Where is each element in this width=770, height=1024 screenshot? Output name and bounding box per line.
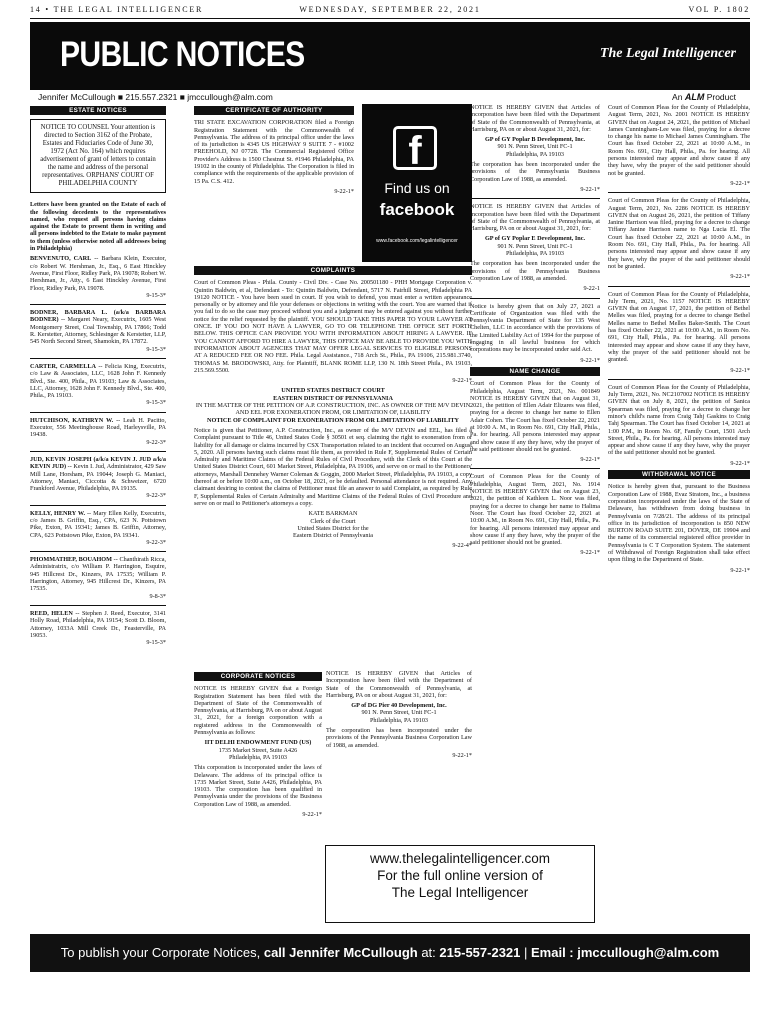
facebook-line1: Find us on xyxy=(384,180,450,196)
certificate-text: TRI STATE EXCAVATION CORPORATION filed a Foreign Registration Statement with the Commonwealth of Pennsylvania. The address of its principal office under the laws of its jurisdiction is 4345 US HIGHWAY 9 SUITE 7 - #1002 FREEHOLD, NJ 07728. The Commercial Registered Office Provider's Address is 1500 Chestnut St. #1946 Philadelphia, PA 19102 in the county of Philadelphia. The Corporation is filed in compliance with the requirements of the applicable provision of 15 Pa. C.S. 412. xyxy=(194,119,354,185)
complaint-text-2: Notice is given that Petitioner, A.P. Construction, Inc., as owner of the M/V DEVIN and EEL, has filed a Complaint pursuant to Title 46, United States Code § 30501 et seq. claiming the right to exoneration from or liability for all damage or claims incurred by CSX Transportation related to an incident that occurred on August 5, 2020. All persons having such claims must file them, as provided in Rule F, Supplemental Rules of Certain Admiralty and Maritime Claims of the Federal Rules of Civil Procedure, with the Clerk of this Court at the United States District Court, 601 Market Street, Philadelphia, PA 19106, and serve on or mail to the Petitioners' attorneys, Marshall Dennehey Warner Coleman & Goggin, 2000 Market Street, Philadelphia, PA 19103, a copy thereof at or before 10:00 a.m., on October 18, 2021, or be defaulted. Personal attendance is not required. Any claimant desiring to contest the claims of Petitioner must file an answer to said Complaint, as required by Rule F, Supplemental Rules of Certain Admiralty and Maritime Claims of the Federal Rules of Civil Procedure and serve on or mail to Petitioner's attorneys a copy. xyxy=(194,426,472,507)
chelten-date: 9-22-1* xyxy=(580,356,600,364)
poplar-b-addr2: Philadelphia, PA 19103 xyxy=(505,150,565,158)
divider xyxy=(30,451,166,452)
estate-text xyxy=(30,510,166,539)
estate-name: BENVENUTO, CARL xyxy=(30,255,92,263)
corporate-addr1: 1735 Market Street, Suite A426 xyxy=(218,746,298,754)
estate-entry xyxy=(30,309,166,359)
spearman-text: Court of Common Pleas for the County of Philadelphia, July Term, 2021, No. NC2107002 NOTICE IS HEREBY GIVEN that on July 8, 2021, the petition of Sanica Spearman was filed, praying for a decree to change her minor's child's name from Craig Tahj Gaskins to Craig Tahj Spearman. The Court has fixed October 14, 2021 at 1:00 P.M., in Room No. 6F, Family Court, 1501 Arch Street, Phila., Pa. for hearing. All persons interested may appear and show cause if any they have, why the prayer of the said petitioner should not be granted. xyxy=(608,383,750,457)
section-header-complaints: COMPLAINTS xyxy=(194,266,472,275)
divider xyxy=(608,286,750,287)
divider xyxy=(30,551,166,552)
court-notice-title: NOTICE OF COMPLAINT FOR EXONERATION FROM OR LIMITATION OF LIABILITY xyxy=(207,416,459,424)
folio-volume: VOL P. 1802 xyxy=(688,5,750,14)
clerk-district: Eastern District of Pennsylvania xyxy=(293,532,373,540)
publish-bar: To publish your Corporate Notices, call Jennifer McCullough at: 215-557-2321 | Email : jmccullough@alm.com xyxy=(30,934,750,972)
column-corporate-notices xyxy=(194,670,322,920)
alm-brand: ALM xyxy=(684,92,705,102)
pier40-addr2: Philadelphia, PA 19103 xyxy=(369,716,429,724)
elizares-date: 9-22-1* xyxy=(580,456,600,464)
complaint-text-1: Court of Common Pleas - Phila. County - Civil Div. - Case No. 200501180 - PHH Mortgage Corporation v. Quintin Baldwin, et al, Defendant - To: Quintin Baldwin, Defendant, 5717 N. Fairhill Street, Philadelphia PA 19120 NOTICE - You have been sued in court. If you wish to defend, you must enter a written appearance personally or by attorney and file your defenses or objections in writing with the court. You are warned that if you fail to do so the case may proceed without you and a judgment may be entered against you without further notice for the relief requested by the plaintiff. YOU SHOULD TAKE THIS PAPER TO YOUR LAWYER AT ONCE. IF YOU DO NOT HAVE A LAWYER, GO TO OR TELEPHONE THE OFFICE SET FORTH BELOW. THIS OFFICE CAN PROVIDE YOU WITH INFORMATION ABOUT HIRING A LAWYER. IF YOU CANNOT AFFORD TO HIRE A LAWYER, THIS OFFICE MAY BE ABLE TO PROVIDE YOU WITH INFORMATION ABOUT AGENCIES THAT MAY OFFER LEGAL SERVICES TO ELIGIBLE PERSONS AT A REDUCED FEE OR NO FEE. Phila. Legal Assistance., 718 Arch St., Phila., PA 19106, 215.981.3740, THOMAS M. BRODOWSKI, Atty. for Plaintiff, BLANK ROME LLP, 130 N. 18th Street Phila., PA 19103, 215.569.5500. xyxy=(194,279,472,374)
divider xyxy=(30,304,166,305)
melles-date: 9-22-1* xyxy=(730,366,750,374)
website-url[interactable]: www.thelegalintelligencer.com xyxy=(369,851,551,866)
top-rule xyxy=(30,18,750,19)
poplar-b-date: 9-22-1* xyxy=(580,185,600,193)
publish-phone[interactable]: 215-557-2321 xyxy=(439,945,521,960)
corporate-text: NOTICE IS HEREBY GIVEN that a Foreign Registration Statement has been filed with the Department of State of the Commonwealth of Pennsylvania, at Harrisburg, PA on or about August 31, 2021, for a foreign corporation with a registered address in the Commonwealth of Pennsylvania as follows: xyxy=(194,685,322,737)
section-header-withdrawal: WITHDRAWAL NOTICE xyxy=(608,470,750,479)
estate-details: -- Barbara Klein, Executor, c/o Robert W. Hershman, Jr., Esq., 6 East Hinckley Avenue, First Floor, Ridley Park, PA 19078; Robert W. Hershman, Jr., Atty., 6 East Hinckley Avenue, First Floor, Ridley Park, PA 19078. xyxy=(30,255,166,292)
facebook-ad[interactable] xyxy=(362,104,472,262)
page-folio xyxy=(30,5,750,17)
estate-name: KELLY, HENRY W. xyxy=(30,509,85,517)
pier40-addr1: 901 N. Penn Street, Unit FC-1 xyxy=(361,709,437,717)
estate-details: -- Mary Ellen Kelly, Executrix, c/o James B. Griffin, Esq., CPA, 623 N. Pottstown Pike, Exton, PA 19341; James B. Griffin, Attorney, CPA, 623 Pottstown Pike, Exton, PA 19341. xyxy=(30,509,166,539)
elizares-text: Court of Common Pleas for the County of Philadelphia, August Term, 2021, No. 001849 NOTICE IS HEREBY GIVEN that on August 31, 2021, the petition of Ellen Adair Elizares was filed, praying for a decree to change her name to Ellen Adair Cohen. The Court has fixed October 22, 2021 at 10:00 A. M., in Room No. 691, City Hall, Phila., Pa. for hearing. All persons interested may appear and show cause if any they have, why the prayer of the said petitioner should not be granted. xyxy=(470,380,600,453)
estate-date: 9-15-3* xyxy=(146,291,166,299)
alm-suffix: Product xyxy=(706,92,736,102)
section-header-certificate: CERTIFICATE OF AUTHORITY xyxy=(194,106,354,115)
masthead-logo: The Legal Intelligencer xyxy=(599,46,736,61)
poplar-b-text: NOTICE IS HEREBY GIVEN that Articles of Incorporation have been filed with the Department of State of the Commonwealth of Pennsylvania, at Harrisburg, PA on or about August 31, 2021, for: xyxy=(470,104,600,133)
estate-date: 9-8-3* xyxy=(149,592,166,600)
estate-entry xyxy=(30,610,166,646)
estate-details: -- Margaret Neary, Executrix, 1605 West Montgomery Street, Coal Township, PA 17866; Todd R. Kerstetter, Attorney, Schlesinger & Kerstetter, LLP, 545 North Second Street, Shamokin, PA 17872. xyxy=(30,316,166,346)
poplar-b-name: GP of GY Poplar B Development, Inc. xyxy=(484,136,586,144)
column-name-change-withdrawal xyxy=(608,104,750,919)
court-district: EASTERN DISTRICT OF PENNSYLVANIA xyxy=(273,394,393,402)
column-complaints xyxy=(194,264,472,669)
estate-details: -- Felicia King, Executrix, c/o Law & Associates, LLC, 1628 John F. Kennedy Blvd., Ste. 400, Phila., PA 19103; Law & Associates, LLC, Attorney, 1628 John F. Kennedy Blvd., Ste. 400, Phila., PA 19103. xyxy=(30,362,166,400)
estate-text xyxy=(30,556,166,592)
estate-name: BODNER, BARBARA L. (a/k/a BARBARA BODNER) xyxy=(30,309,166,324)
page-title: PUBLIC NOTICES xyxy=(60,35,305,74)
website-line3: The Legal Intelligencer xyxy=(391,885,529,900)
estate-details: -- Kevin I. Jud, Administrator, 429 Saw Mill Lane, Horsham, PA 19044; Joseph G. Maniaci, Attorney, Maniaci, Ciccotta & Schweizer, 6720 Frankford Avenue, Philadelphia, PA 19135. xyxy=(30,463,166,493)
spearman-date: 9-22-1* xyxy=(730,459,750,467)
estate-entry xyxy=(30,417,166,452)
estate-name: PHOMMATHEP, BOUAHOM xyxy=(30,556,112,564)
publish-call: call Jennifer McCullough xyxy=(263,945,418,960)
column-certificate xyxy=(194,104,354,264)
folio-left: 14 • THE LEGAL INTELLIGENCER xyxy=(30,5,204,14)
estate-intro: Letters have been granted on the Estate of each of the following decedents to the representatives named, who request all persons having claims against the Estate to present them in writing and all persons indebted to the Estate to make payment to them (unless otherwise noted all addresses being in Philadelphia) xyxy=(30,201,166,253)
melles-text: Court of Common Pleas for the County of Philadelphia, July Term, 2021, No. 1157 NOTICE IS HEREBY GIVEN that on August 17, 2021, the petition of Bethel Melles was filed, praying for a decree to change Bethel Melles name to Bethel Melles Baker-Smith. The Court has fixed October 22, 2021 at 10:00 A.M., in Room No. 691, City Hall, Phila., Pa. for hearing. All persons interested may appear and show cause if any they have, why the prayer of the said petitioner should not be granted. xyxy=(608,290,750,364)
poplar-e-addr2: Philadelphia, PA 19103 xyxy=(505,250,565,258)
harrison-date: 9-22-1* xyxy=(730,273,750,281)
corporate-name: IIT DELHI ENDOWMENT FUND (US) xyxy=(204,739,312,747)
pier40-text: NOTICE IS HEREBY GIVEN that Articles of Incorporation have been filed with the Department of State of the Commonwealth of Pennsylvania, at Harrisburg, PA on or about August 31, 2021, for: xyxy=(326,670,472,699)
noor-text: Court of Common Pleas for the County of Philadelphia, August Term, 2021, No. 1914 NOTICE IS HEREBY GIVEN that on August 23, 2021, the petition of Kathleen L. Noor was filed, praying for a decree to change her name to Halima Noor. The Court has fixed October 22, 2021 at 10:00 A.M., in Room No. 691, City Hall, Phila., Pa. for hearing. All persons interested may appear and show cause if any they have, why the prayer of the said petitioner should not be granted. xyxy=(470,473,600,547)
estate-text xyxy=(30,610,166,639)
cunningham-text: Court of Common Pleas for the County of Philadelphia, August Term, 2021, No. 2001 NOTICE IS HEREBY GIVEN that on August 24, 2021, the petition of Michael James Cunningham-Lee was filed, praying for a decree to change his name to Michael James Cunningham. The Court has fixed October 22, 2021 at 10:00 A.M., in Room No. 691, City Hall, Phila., Pa. for hearing. All persons interested may appear and show cause if any they have, why the prayer of the said petitioner should not be granted. xyxy=(608,104,750,177)
contact-line: Jennifer McCullough ■ 215.557.2321 ■ jmccullough@alm.com xyxy=(38,92,273,102)
court-name: UNITED STATES DISTRICT COURT xyxy=(281,387,385,395)
estate-date: 9-15-3* xyxy=(146,399,166,407)
withdrawal-text: Notice is hereby given that, pursuant to the Business Corporation Law of 1988, Evaz Stratom, Inc., a business corporation incorporated under the laws of the State of Delaware, has withdrawn from doing business in Pennsylvania on 7/28/21. The address of its principal office in its jurisdiction of incorporation is 850 NEW BURTON ROAD SUITE 201, DOVER, DE 19904 and the name of its commercial registered office provider in Pennsylvania is C T Corporation System. The statement of Withdrawal of Foreign Registration shall take effect upon filing in the Department of State. xyxy=(608,483,750,564)
estate-date: 9-15-3* xyxy=(146,639,166,647)
poplar-b-addr1: 901 N. Penn Street, Unit FC-1 xyxy=(497,143,573,151)
pier40-date: 9-22-1* xyxy=(452,751,472,759)
divider xyxy=(470,198,600,199)
website-line2: For the full online version of xyxy=(377,868,543,883)
divider xyxy=(470,298,600,299)
column-articles-pier40 xyxy=(326,670,472,840)
clerk-name: KATE BARKMAN xyxy=(308,510,358,518)
section-header-corporate: CORPORATE NOTICES xyxy=(194,672,322,681)
estate-list xyxy=(30,255,166,646)
pier40-name: GP of DG Pier 40 Development, Inc. xyxy=(351,702,447,710)
harrison-text: Court of Common Pleas for the County of Philadelphia, August Term, 2021, No. 2286 NOTICE IS HEREBY GIVEN that on August 26, 2021, the petition of Tiffany Janine Harrison was filed, praying for a decree to change Tiffany Janine Harrison name to Nga Lucia El. The Court has fixed October 22, 2021 at 10:00 A.M., in Room No. 691, City Hall, Phila., Pa. for hearing. All persons interested may appear and show cause if any they have, why the prayer of the said petitioner should not be granted. xyxy=(608,197,750,270)
divider xyxy=(608,192,750,193)
section-header-estate: ESTATE NOTICES xyxy=(30,106,166,115)
court-matter: IN THE MATTER OF THE PETITION OF A.P. CONSTRUCTION, INC. AS OWNER OF THE M/V DEVIN AND EEL FOR EXONERATION FROM, OR LIMITATION OF, LIABILITY xyxy=(195,402,471,417)
folio-date: WEDNESDAY, SEPTEMBER 22, 2021 xyxy=(299,5,481,14)
estate-text xyxy=(30,363,166,399)
estate-text xyxy=(30,309,166,345)
publish-at: at: xyxy=(421,945,436,960)
corporate-addr2: Philadelphia, PA 19103 xyxy=(228,753,288,761)
column-articles-name-change xyxy=(470,104,600,839)
divider xyxy=(608,379,750,380)
poplar-e-name: GP of GY Poplar E Development, Inc. xyxy=(484,235,586,243)
clerk-court: United States District for the xyxy=(297,524,369,532)
divider xyxy=(30,358,166,359)
estate-text xyxy=(30,255,166,291)
facebook-icon: f xyxy=(393,126,437,170)
estate-date: 9-22-3* xyxy=(146,438,166,446)
estate-entry xyxy=(30,255,166,305)
alm-product xyxy=(672,92,736,102)
corporate-text-2: This corporation is incorporated under the laws of Delaware. The address of its principal office is 1735 Market Street, Suite A426, Philadelphia, PA 19103. The corporation has been qualified in Pennsylvania under the provisions of the Business Corporation Law of 1988, as amended. xyxy=(194,764,322,808)
estate-date: 9-22-3* xyxy=(146,492,166,500)
estate-name: CARTER, CARMELLA xyxy=(30,362,96,370)
alm-prefix: An xyxy=(672,92,683,102)
complaint-date-2: 9-22-4* xyxy=(452,542,472,550)
facebook-url: www.facebook.com/legalintelligencer xyxy=(376,238,458,244)
complaint-date-1: 9-22-1* xyxy=(452,377,472,385)
estate-name: HUTCHISON, KATHRYN W. xyxy=(30,416,114,424)
estate-details: -- Chanthirath Ricca, Administratrix, c/o William P. Harrington, Esquire, 945 Hillcrest Dr., Kinzers, PA 17535; William P. Harrington, Attorney, 945 Hillcrest Dr., Kinzers, PA 17535. xyxy=(30,556,166,593)
poplar-e-text: NOTICE IS HEREBY GIVEN that Articles of Incorporation have been filed with the Department of State of the Commonwealth of Pennsylvania, at Harrisburg, PA on or about August 31, 2021, for: xyxy=(470,203,600,233)
estate-entry xyxy=(30,456,166,506)
corporate-date: 9-22-1* xyxy=(302,811,322,819)
facebook-line2: facebook xyxy=(379,200,455,219)
poplar-e-text-2: The corporation has been incorporated under the provisions of the Pennsylvania Business Corporation Law of 1988, as amended. xyxy=(470,260,600,282)
estate-date: 9-15-3* xyxy=(146,345,166,353)
estate-entry xyxy=(30,510,166,552)
noor-date: 9-22-1* xyxy=(580,549,600,557)
certificate-date: 9-22-1* xyxy=(334,187,354,195)
section-header-name-change: NAME CHANGE xyxy=(470,367,600,376)
estate-date: 9-22-3* xyxy=(146,538,166,546)
estate-name: REED, HELEN xyxy=(30,609,73,617)
poplar-b-text-2: The corporation has been incorporated under the provisions of the Pennsylvania Business Corporation Law of 1988, as amended. xyxy=(470,161,600,183)
pier40-text-2: The corporation has been incorporated under the provisions of the Pennsylvania Business Corporation Law of 1988, as amended. xyxy=(326,727,472,749)
divider xyxy=(30,505,166,506)
contact-bar xyxy=(30,91,750,104)
divider xyxy=(470,468,600,469)
divider xyxy=(30,412,166,413)
estate-text xyxy=(30,417,166,439)
website-box[interactable] xyxy=(325,845,595,923)
estate-entry xyxy=(30,363,166,413)
clerk-title: Clerk of the Court xyxy=(310,517,356,525)
poplar-e-addr1: 901 N. Penn Street, Unit FC-1 xyxy=(497,242,573,250)
estate-entry xyxy=(30,556,166,606)
estate-text xyxy=(30,456,166,492)
estate-details: -- Stephen J. Reed, Executor, 3141 Holly Road, Philadelphia, PA 19154; Scott D. Bloom, Attorney, 1033A Mill Creek Dr., Feasterville, PA 19053. xyxy=(30,609,166,639)
withdrawal-date: 9-22-1* xyxy=(730,566,750,574)
public-notices-banner xyxy=(30,22,750,90)
column-estate-notices xyxy=(30,104,166,919)
publish-email[interactable]: Email : jmccullough@alm.com xyxy=(531,945,720,960)
cunningham-date: 9-22-1* xyxy=(730,179,750,187)
estate-name: JUD, KEVIN JOSEPH (a/k/a KEVIN J. JUD a/k/a KEVIN JUD) xyxy=(30,455,166,471)
notice-to-counsel: NOTICE TO COUNSEL Your attention is directed to Section 3162 of the Probate, Estates and Fiduciaries Code of June 30, 1972 (Act No. 164) which requires advertisement of grant of letters to contain the name and address of the personal representatives. ORPHANS' COURT OF PHILADELPHIA COUNTY xyxy=(30,119,166,193)
estate-details: -- Leah H. Pacitto, Executor, 556 Meetinghouse Road, Harleysville, PA 19438. xyxy=(30,416,166,439)
chelten-text: Notice is hereby given that on July 27, 2021 a Certificate of Organization was filed with the Pennsylvania Department of State for 135 West Chelten, LLC in accordance with the provisions of the Limited Liability Act of 1994 for the purpose of engaging in all lawful business for which corporations may be incorporated under said Act. xyxy=(470,302,600,354)
poplar-e-date: 9-22-1 xyxy=(583,285,600,293)
divider xyxy=(30,605,166,606)
publish-pre: To publish your Corporate Notices, xyxy=(60,945,261,960)
